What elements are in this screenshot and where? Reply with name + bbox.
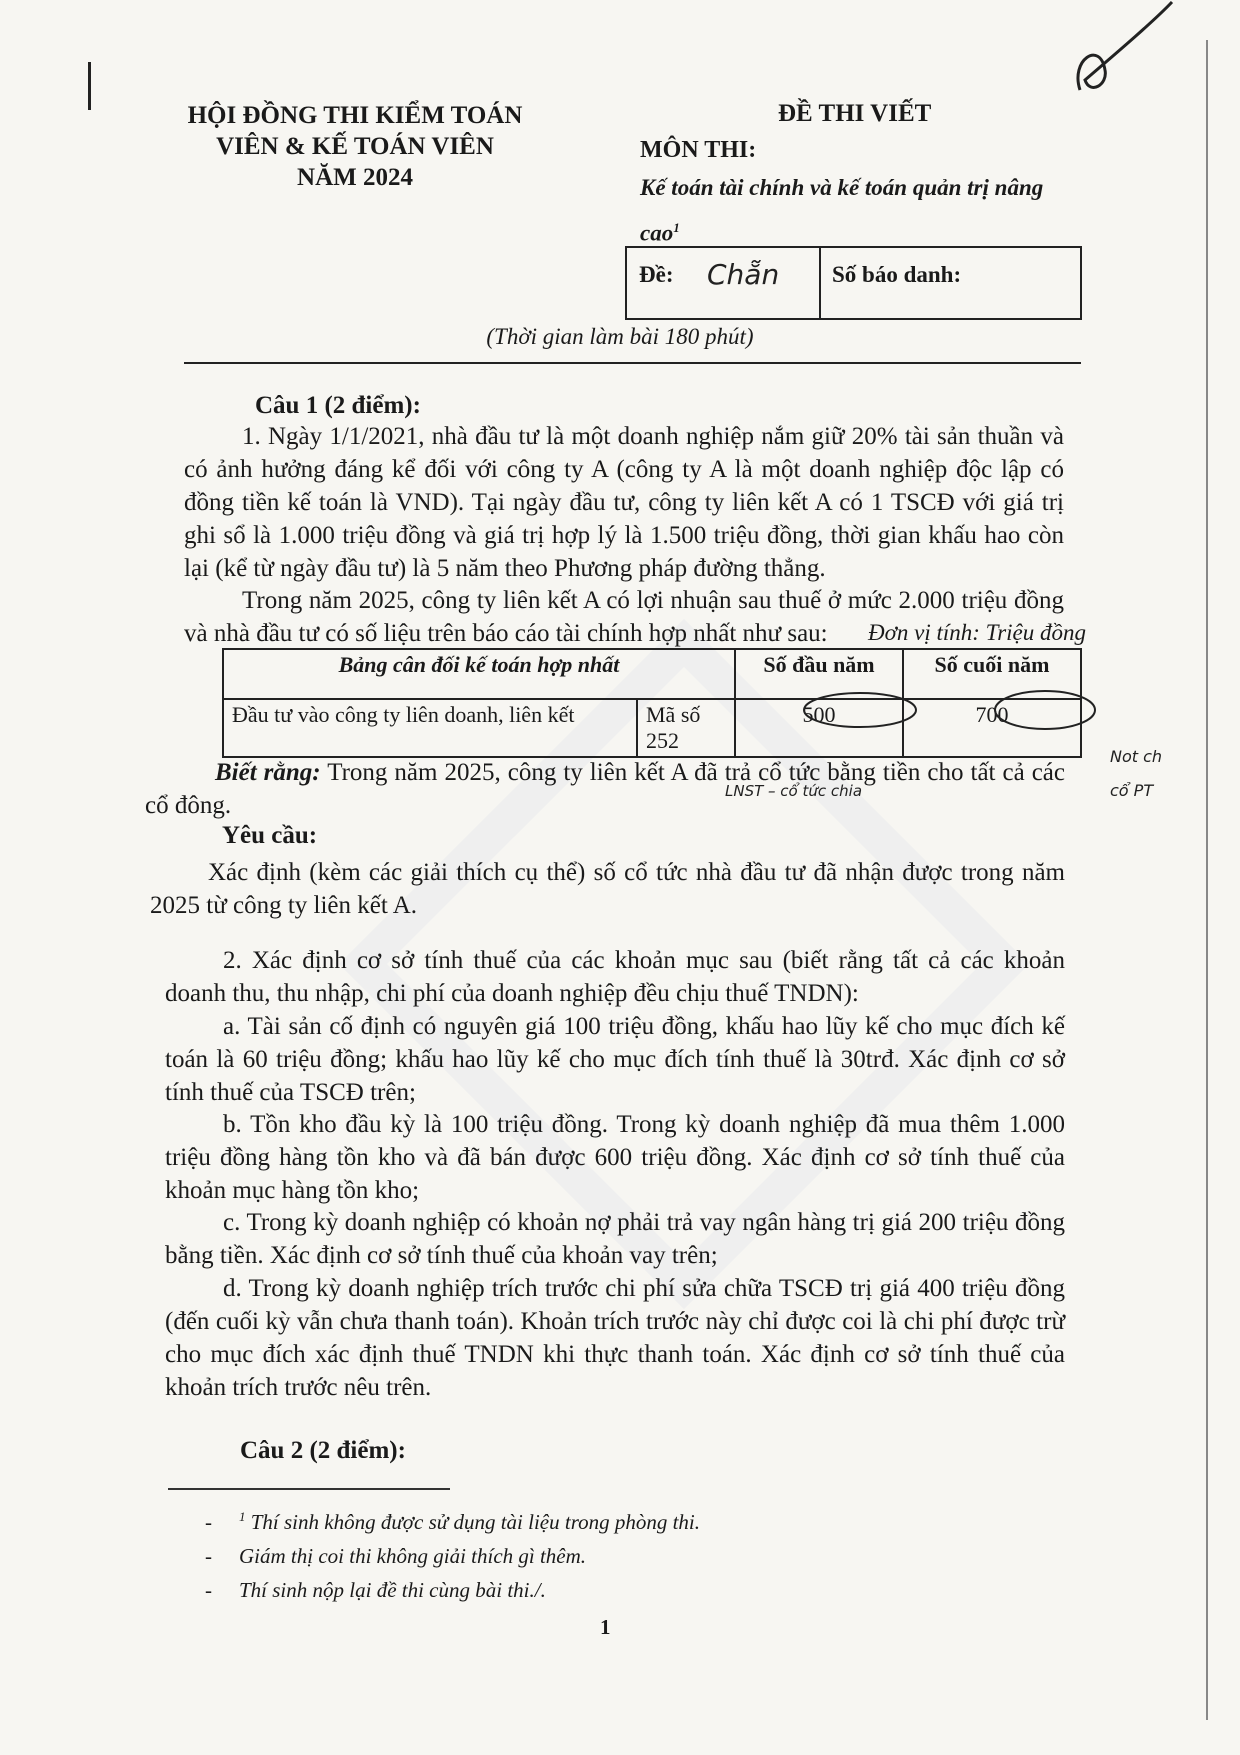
question-1-paragraph-2: Trong năm 2025, công ty liên kết A có lợi nhuận sau thuế ở mức 2.000 triệu đồng và nhà đầu tư có số liệu trên báo cáo tài chính hợp nhất như sau:	[184, 587, 1064, 647]
footnote-2: Giám thị coi thi không giải thích gì thêm.	[239, 1544, 587, 1568]
hand-circle-icon	[800, 690, 920, 730]
item-d: d. Trong kỳ doanh nghiệp trích trước chi phí sửa chữa TSCĐ trị giá 400 triệu đồng (đến cuối kỳ vẫn chưa thanh toán). Khoản trích trước này chỉ được coi là chi phí được trừ cho mục đích xác định thuế TNDN khi thực thanh toán. Xác định cơ sở tính thuế của khoản trích trước nêu trên.	[165, 1275, 1065, 1401]
page-edge-line	[1206, 40, 1208, 1720]
question-2-title: Câu 2 (2 điểm):	[240, 1437, 406, 1464]
requirement-text: Xác định (kèm các giải thích cụ thể) số cổ tức nhà đầu tư đã nhận được trong năm 2025 từ công ty liên kết A.	[150, 859, 1065, 919]
candidate-number-label: Số báo danh:	[832, 262, 962, 287]
item-a: a. Tài sản cố định có nguyên giá 100 triệu đồng, khấu hao lũy kế cho mục đích kế toán là 60 triệu đồng; khấu hao lũy kế cho mục đích tính thuế là 30trđ. Xác định cơ sở tính thuế của TSCĐ trên;	[165, 1013, 1065, 1106]
item-c: c. Trong kỳ doanh nghiệp có khoản nợ phải trả vay ngân hàng trị giá 200 triệu đồng bằng tiền. Xác định cơ sở tính thuế của khoản vay trên;	[165, 1209, 1065, 1269]
table-header-row	[223, 649, 1081, 699]
footnote-dash: -	[205, 1510, 212, 1534]
subject-label: MÔN THI:	[640, 137, 757, 163]
known-text: Trong năm 2025, công ty liên kết A đã trả cổ tức bằng tiền cho tất cả các cổ đông.	[145, 759, 1065, 819]
org-line-3: NĂM 2024	[297, 164, 413, 191]
footnote-1: Thí sinh không được sử dụng tài liệu trong phòng thi.	[250, 1510, 701, 1534]
footnote-mark: 1	[239, 1509, 246, 1524]
footnote-dash: -	[205, 1578, 212, 1602]
margin-note	[1110, 740, 1162, 808]
row-item-code: Mã số 252	[637, 699, 735, 757]
de-label: Đề:	[639, 262, 674, 287]
org-line-1: HỘI ĐỒNG THI KIỂM TOÁN	[187, 102, 523, 129]
unit-note: Đơn vị tính: Triệu đồng	[868, 620, 1086, 645]
time-note: (Thời gian làm bài 180 phút)	[486, 324, 754, 349]
subject-line-2: cao	[640, 220, 674, 246]
question-1-paragraph-1: 1. Ngày 1/1/2021, nhà đầu tư là một doanh nghiệp nắm giữ 20% tài sản thuần và có ảnh hưởng đáng kể đối với công ty A (công ty A là một doanh nghiệp độc lập có đồng tiền kế toán là VND). Tại ngày đầu tư, công ty liên kết A có 1 TSCĐ với giá trị ghi sổ là 1.000 triệu đồng và giá trị hợp lý là 1.500 triệu đồng, thời gian khấu hao còn lại (kể từ ngày đầu tư) là 5 năm theo Phương pháp đường thẳng.	[184, 423, 1064, 582]
de-handwritten-value: Chẵn	[707, 258, 780, 291]
table-header-end: Số cuối năm	[903, 649, 1081, 699]
page-number: 1	[600, 1615, 611, 1639]
margin-note-line-1: Not ch	[1110, 747, 1163, 766]
table-row	[223, 699, 1081, 757]
hand-circle-icon	[990, 688, 1100, 732]
known-label: Biết rằng:	[215, 759, 321, 786]
row-end-value: 700	[903, 699, 1081, 757]
exam-type: ĐỀ THI VIẾT	[778, 100, 932, 127]
organization-header	[180, 100, 530, 193]
handwritten-note: LNST – cổ tức chia	[725, 782, 863, 800]
footnote-divider	[168, 1488, 450, 1490]
footnote-3: Thí sinh nộp lại đề thi cùng bài thi./.	[239, 1578, 546, 1602]
balance-table	[222, 648, 1082, 758]
margin-note-line-2: cổ PT	[1110, 781, 1154, 800]
header-divider	[184, 362, 1081, 364]
footnote-ref: 1	[673, 220, 680, 235]
pen-scribble-icon	[1060, 0, 1180, 100]
margin-mark	[88, 62, 91, 110]
footnotes	[205, 1500, 700, 1607]
known-paragraph	[145, 756, 1065, 822]
requirement-label: Yêu cầu:	[222, 822, 318, 849]
question-1-part-2: 2. Xác định cơ sở tính thuế của các khoản mục sau (biết rằng tất cả các khoản doanh thu, thu nhập, chi phí của doanh nghiệp đều chịu thuế TNDN):	[165, 947, 1065, 1007]
row-begin-value: 500	[735, 699, 903, 757]
footnote-dash: -	[205, 1544, 212, 1568]
table-header-name: Bảng cân đối kế toán hợp nhất	[223, 649, 735, 699]
subject-name	[640, 168, 1080, 254]
table-header-begin: Số đầu năm	[735, 649, 903, 699]
exam-code-box	[625, 246, 1082, 320]
question-1-title: Câu 1 (2 điểm):	[255, 392, 421, 419]
item-b: b. Tồn kho đầu kỳ là 100 triệu đồng. Trong kỳ doanh nghiệp đã mua thêm 1.000 triệu đồng hàng tồn kho và đã bán được 600 triệu đồng. Xác định cơ sở tính thuế của khoản mục hàng tồn kho;	[165, 1111, 1065, 1204]
org-line-2: VIÊN & KẾ TOÁN VIÊN	[216, 133, 494, 160]
row-item-name: Đầu tư vào công ty liên doanh, liên kết	[223, 699, 637, 757]
subject-line-1: Kế toán tài chính và kế toán quản trị nâng	[640, 175, 1044, 200]
